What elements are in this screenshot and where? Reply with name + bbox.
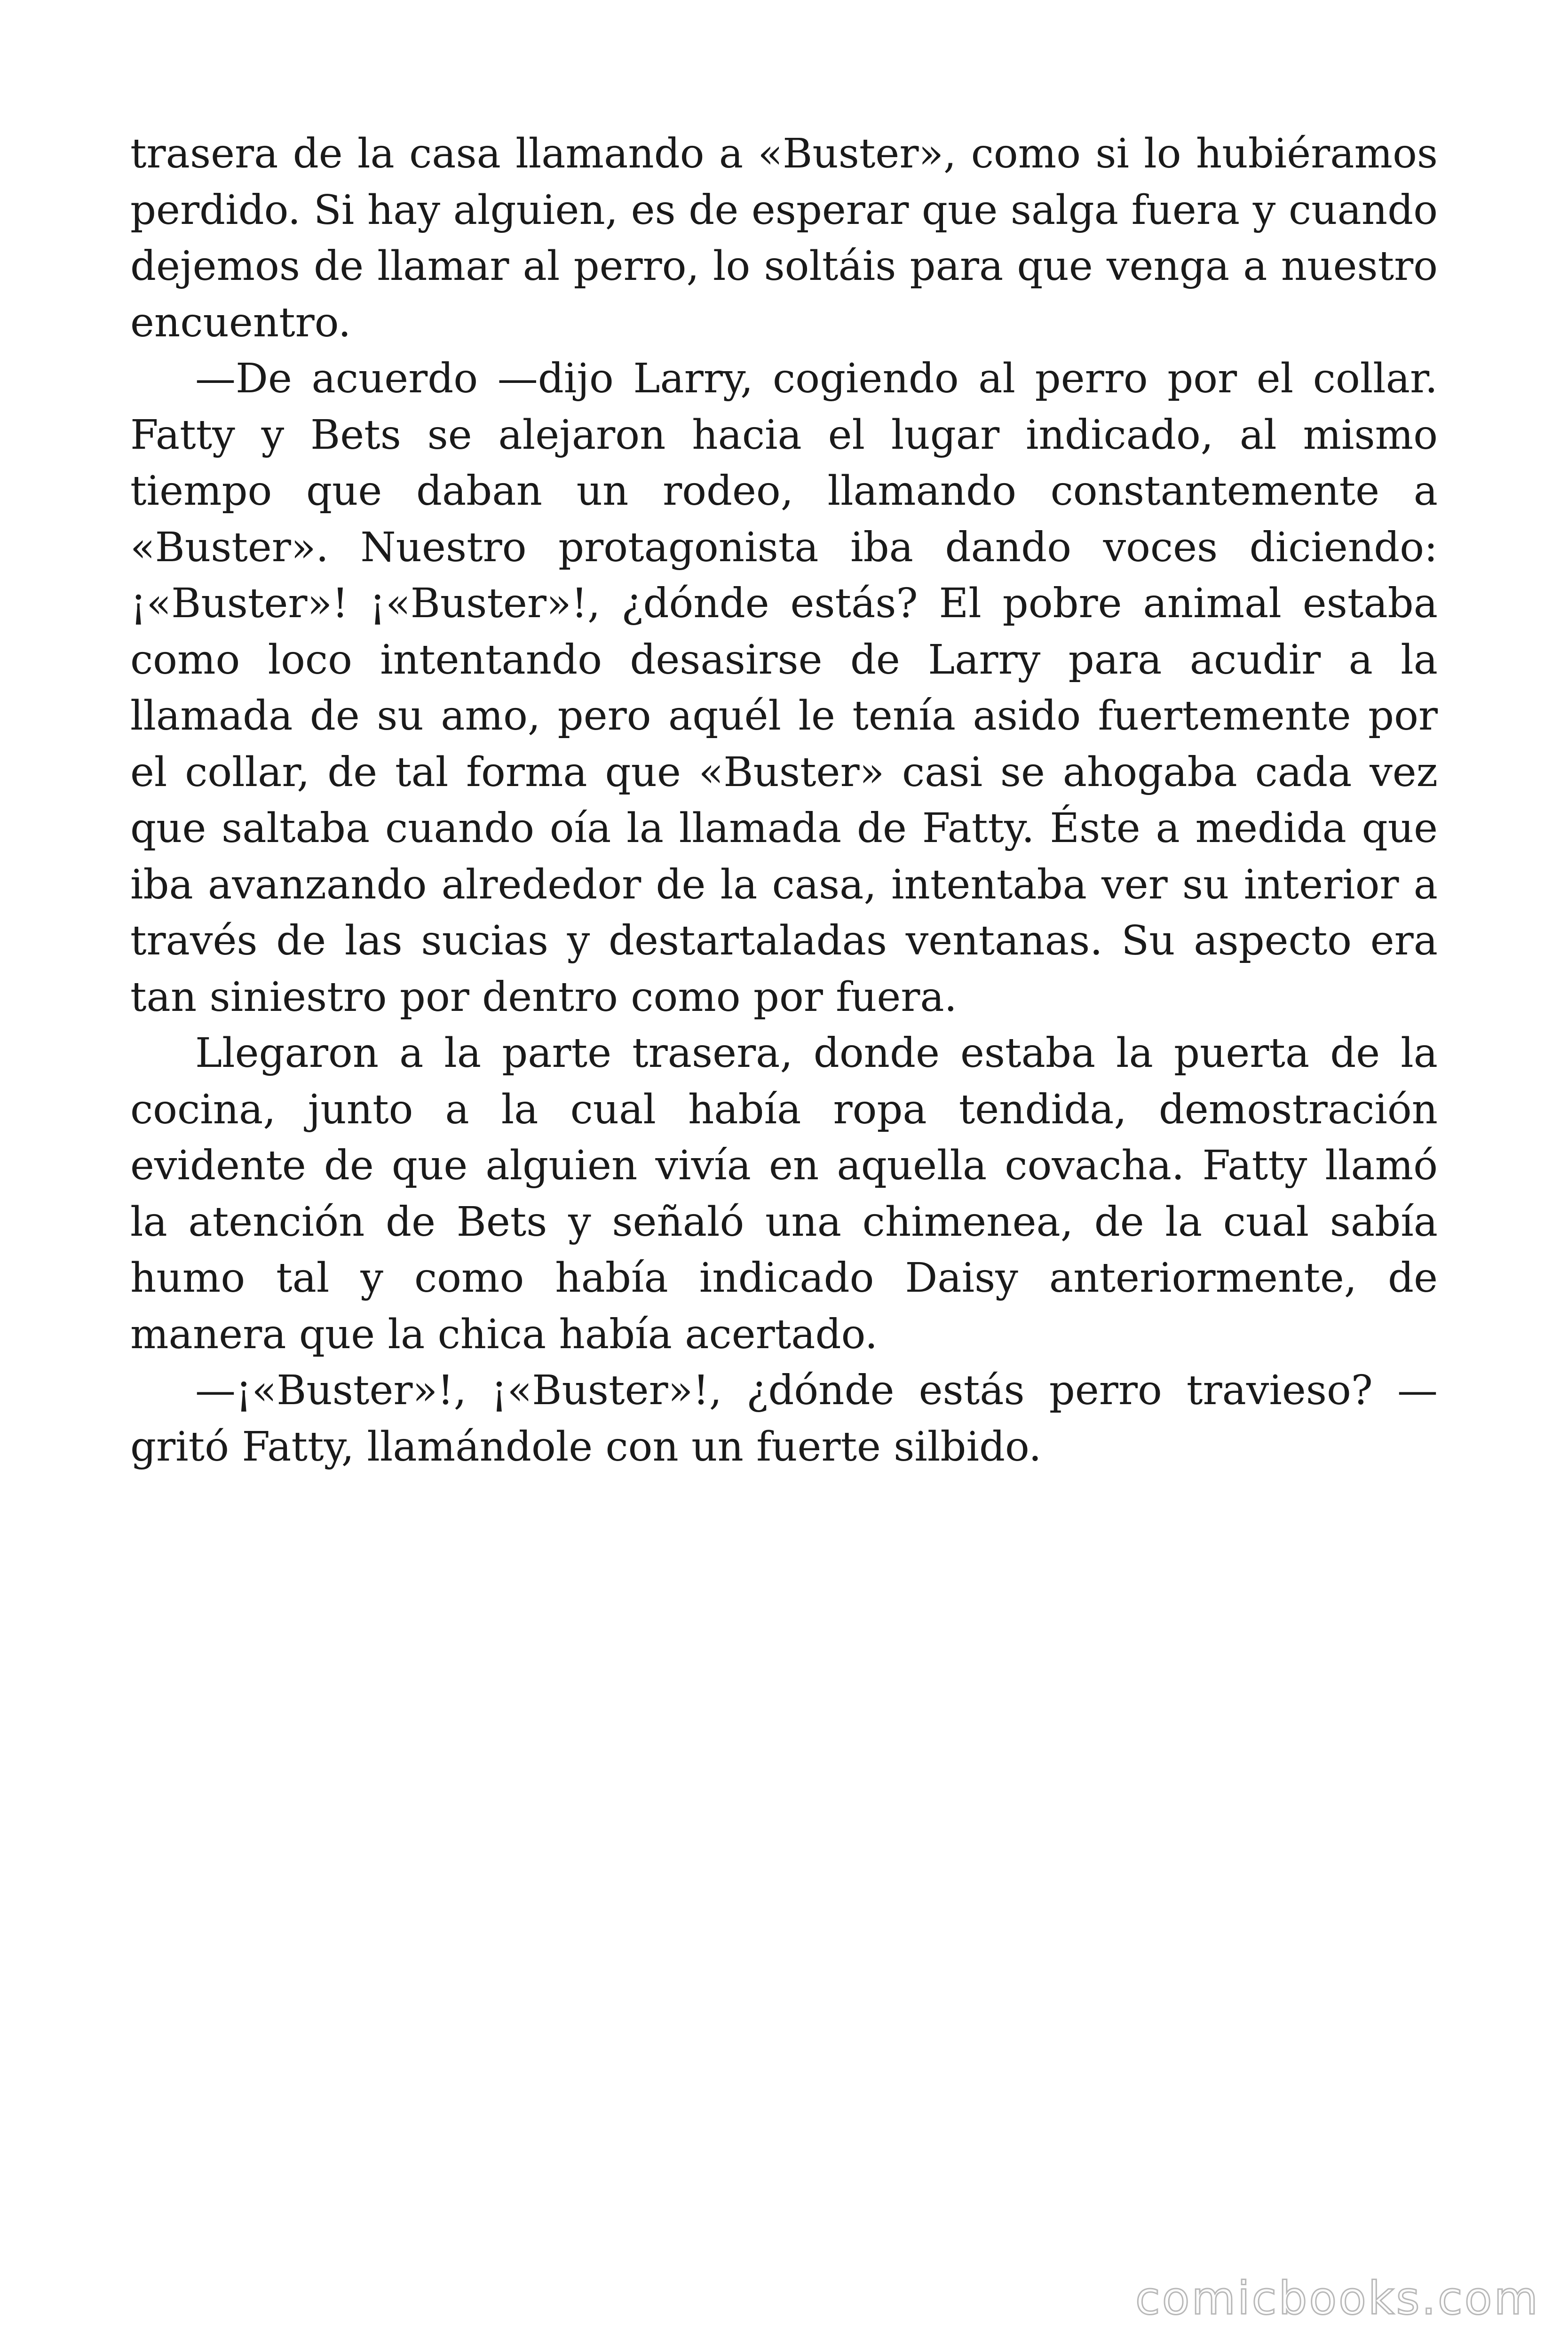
paragraph: Llegaron a la parte trasera, donde estaba la puerta de la cocina, junto a la cual había ropa tendida, demostración evidente de que alguien vivía en aquella covacha. Fatty llamó la atención de Bets y señaló una chimenea, de la cual sabía humo tal y como había indicado Daisy anteriormente, de manera que la chica había acertado. (130, 1030, 1438, 1358)
paragraph-continuation: trasera de la casa llamando a «Buster», como si lo hubiéramos perdido. Si hay alguien, es de esperar que salga fuera y cuando dejemos de llamar al perro, lo soltáis para que venga a nuestro encuentro. (130, 130, 1438, 346)
body-text (130, 126, 1438, 1475)
watermark-logo: comicbooks.com (1135, 2272, 1540, 2325)
paragraph: —De acuerdo —dijo Larry, cogiendo al perro por el collar. Fatty y Bets se alejaron hacia el lugar indicado, al mismo tiempo que daban un rodeo, llamando constantemente a «Buster». Nuestro protagonista iba dando voces diciendo: ¡«Buster»! ¡«Buster»!, ¿dónde estás? El pobre animal estaba como loco intentando desasirse de Larry para acudir a la llamada de su amo, pero aquél le tenía asido fuertemente por el collar, de tal forma que «Buster» casi se ahogaba cada vez que saltaba cuando oía la llamada de Fatty. Éste a medida que iba avanzando alrededor de la casa, intentaba ver su interior a través de las sucias y destartaladas ventanas. Su aspecto era tan siniestro por dentro como por fuera. (130, 355, 1438, 1021)
paragraph: —¡«Buster»!, ¡«Buster»!, ¿dónde estás perro travieso? —gritó Fatty, llamándole con un fuerte silbido. (130, 1367, 1438, 1470)
